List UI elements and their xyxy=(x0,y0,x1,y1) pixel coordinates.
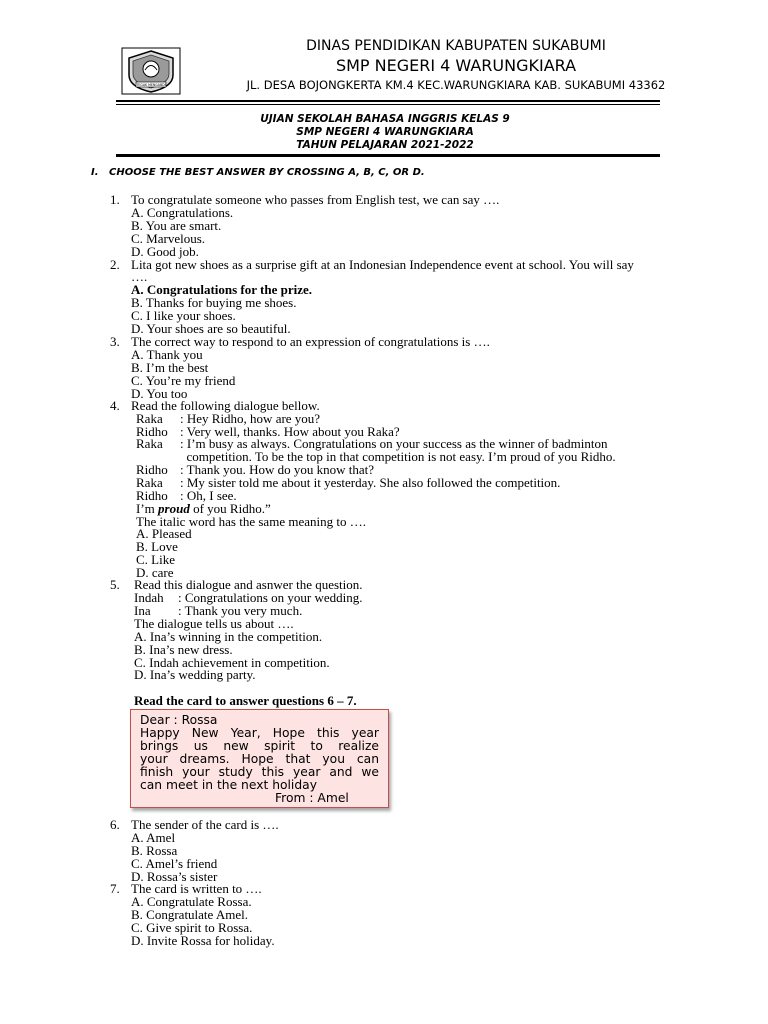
option-d: D. Invite Rossa for holiday. xyxy=(131,933,275,948)
utterance: : Thank you very much. xyxy=(178,603,303,618)
quote-post: of you Ridho.” xyxy=(189,501,271,516)
school-address: JL. DESA BOJONGKERTA KM.4 KEC.WARUNGKIARA KAB. SUKABUMI 43362 xyxy=(246,78,666,92)
option-d: D. Good job. xyxy=(131,244,199,259)
speaker: Raka xyxy=(136,436,163,451)
school-name: SMP NEGERI 4 WARUNGKIARA xyxy=(335,56,577,75)
option-a: A. Amel xyxy=(131,830,176,845)
card-sender: From : Amel xyxy=(275,791,349,805)
option-b: B. Ina’s new dress. xyxy=(134,642,233,657)
option-d: D. care xyxy=(136,565,174,580)
exam-school: SMP NEGERI 4 WARUNGKIARA xyxy=(296,126,474,138)
option-c: C. I like your shoes. xyxy=(131,308,236,323)
utterance: : Congratulations on your wedding. xyxy=(178,590,363,605)
question-text: Read this dialogue and asnwer the question. xyxy=(134,577,363,592)
option-b: B. Thanks for buying me shoes. xyxy=(131,295,297,310)
card-line: your dreams. Hope that you can xyxy=(140,752,379,766)
exam-title: UJIAN SEKOLAH BAHASA INGGRIS KELAS 9 xyxy=(260,113,510,125)
option-d: D. Your shoes are so beautiful. xyxy=(131,321,291,336)
agency-name: DINAS PENDIDIKAN KABUPATEN SUKABUMI xyxy=(306,38,606,54)
utterance: : I’m busy as always. Congratulations on your success as the winner of badminton xyxy=(180,436,608,451)
question-text: Read the following dialogue bellow. xyxy=(131,398,320,413)
option-c: C. Amel’s friend xyxy=(131,856,218,871)
question-prompt: The italic word has the same meaning to …. xyxy=(136,514,366,529)
option-b: B. Rossa xyxy=(131,843,178,858)
utterance: : Very well, thanks. How about you Raka? xyxy=(180,424,400,439)
logo-caption: TEGAK MENGABDI xyxy=(136,83,166,87)
utterance: : Oh, I see. xyxy=(180,488,237,503)
question-text: The sender of the card is …. xyxy=(131,817,279,832)
option-b: B. I’m the best xyxy=(131,360,209,375)
question-number: 3. xyxy=(110,334,120,349)
question-number: 1. xyxy=(110,192,120,207)
card-line: Happy New Year, Hope this year xyxy=(140,726,379,740)
question-number: 5. xyxy=(110,577,120,592)
card-greeting: Dear : Rossa xyxy=(140,713,218,727)
card-line: finish your study this year and we xyxy=(140,765,379,779)
question-text: The card is written to …. xyxy=(131,881,262,896)
speaker: Raka xyxy=(136,475,163,490)
option-d: D. You too xyxy=(131,386,188,401)
speaker: Ina xyxy=(134,603,151,618)
card-instruction: Read the card to answer questions 6 – 7. xyxy=(134,693,357,708)
question-text: Lita got new shoes as a surprise gift at an Indonesian Independence event at school. You will say xyxy=(131,257,634,272)
option-c: C. Indah achievement in competition. xyxy=(134,655,330,670)
question-text: To congratulate someone who passes from English test, we can say …. xyxy=(131,192,500,207)
section-title: CHOOSE THE BEST ANSWER BY CROSSING A, B, C, OR D. xyxy=(109,167,425,178)
section-number: I. xyxy=(91,167,99,178)
utterance: : Hey Ridho, how are you? xyxy=(180,411,321,426)
option-a: A. Pleased xyxy=(136,526,192,541)
school-logo xyxy=(121,47,181,95)
option-a: A. Congratulate Rossa. xyxy=(131,894,252,909)
utterance: competition. To be the top in that competition is not easy. I’m proud of you Ridho. xyxy=(180,449,616,464)
option-a: A. Congratulations. xyxy=(131,205,234,220)
utterance: : Thank you. How do you know that? xyxy=(180,462,375,477)
section-heading xyxy=(91,167,425,178)
letterhead-rule-thin xyxy=(116,104,660,105)
question-text-continued: …. xyxy=(131,269,148,284)
option-c: C. You’re my friend xyxy=(131,373,236,388)
greeting-card xyxy=(130,709,389,808)
card-line: brings us new spirit to realize xyxy=(140,739,379,753)
question-number: 4. xyxy=(110,398,120,413)
option-c: C. Like xyxy=(136,552,175,567)
option-a: A. Congratulations for the prize. xyxy=(131,282,313,297)
option-c: C. Marvelous. xyxy=(131,231,206,246)
option-d: D. Rossa’s sister xyxy=(131,869,218,884)
utterance: : My sister told me about it yesterday. She also followed the competition. xyxy=(180,475,561,490)
question-number: 2. xyxy=(110,257,120,272)
speaker: Ridho xyxy=(136,488,168,503)
question-prompt: The dialogue tells us about …. xyxy=(134,616,294,631)
card-line: can meet in the next holiday xyxy=(140,778,317,792)
speaker: Indah xyxy=(134,590,164,605)
letterhead-rule xyxy=(116,100,660,102)
speaker: Ridho xyxy=(136,424,168,439)
question-text: The correct way to respond to an expression of congratulations is …. xyxy=(131,334,490,349)
quote-pre: I’m xyxy=(136,501,159,516)
italic-word: proud xyxy=(158,501,190,516)
option-b: B. Congratulate Amel. xyxy=(131,907,248,922)
title-rule xyxy=(116,154,660,157)
question-number: 6. xyxy=(110,817,120,832)
exam-year: TAHUN PELAJARAN 2021-2022 xyxy=(296,139,474,151)
option-a: A. Thank you xyxy=(131,347,203,362)
option-d: D. Ina’s wedding party. xyxy=(134,667,256,682)
question-number: 7. xyxy=(110,881,120,896)
speaker: Ridho xyxy=(136,462,168,477)
option-b: B. You are smart. xyxy=(131,218,222,233)
option-c: C. Give spirit to Rossa. xyxy=(131,920,253,935)
speaker: Raka xyxy=(136,411,163,426)
option-a: A. Ina’s winning in the competition. xyxy=(134,629,323,644)
option-b: B. Love xyxy=(136,539,178,554)
